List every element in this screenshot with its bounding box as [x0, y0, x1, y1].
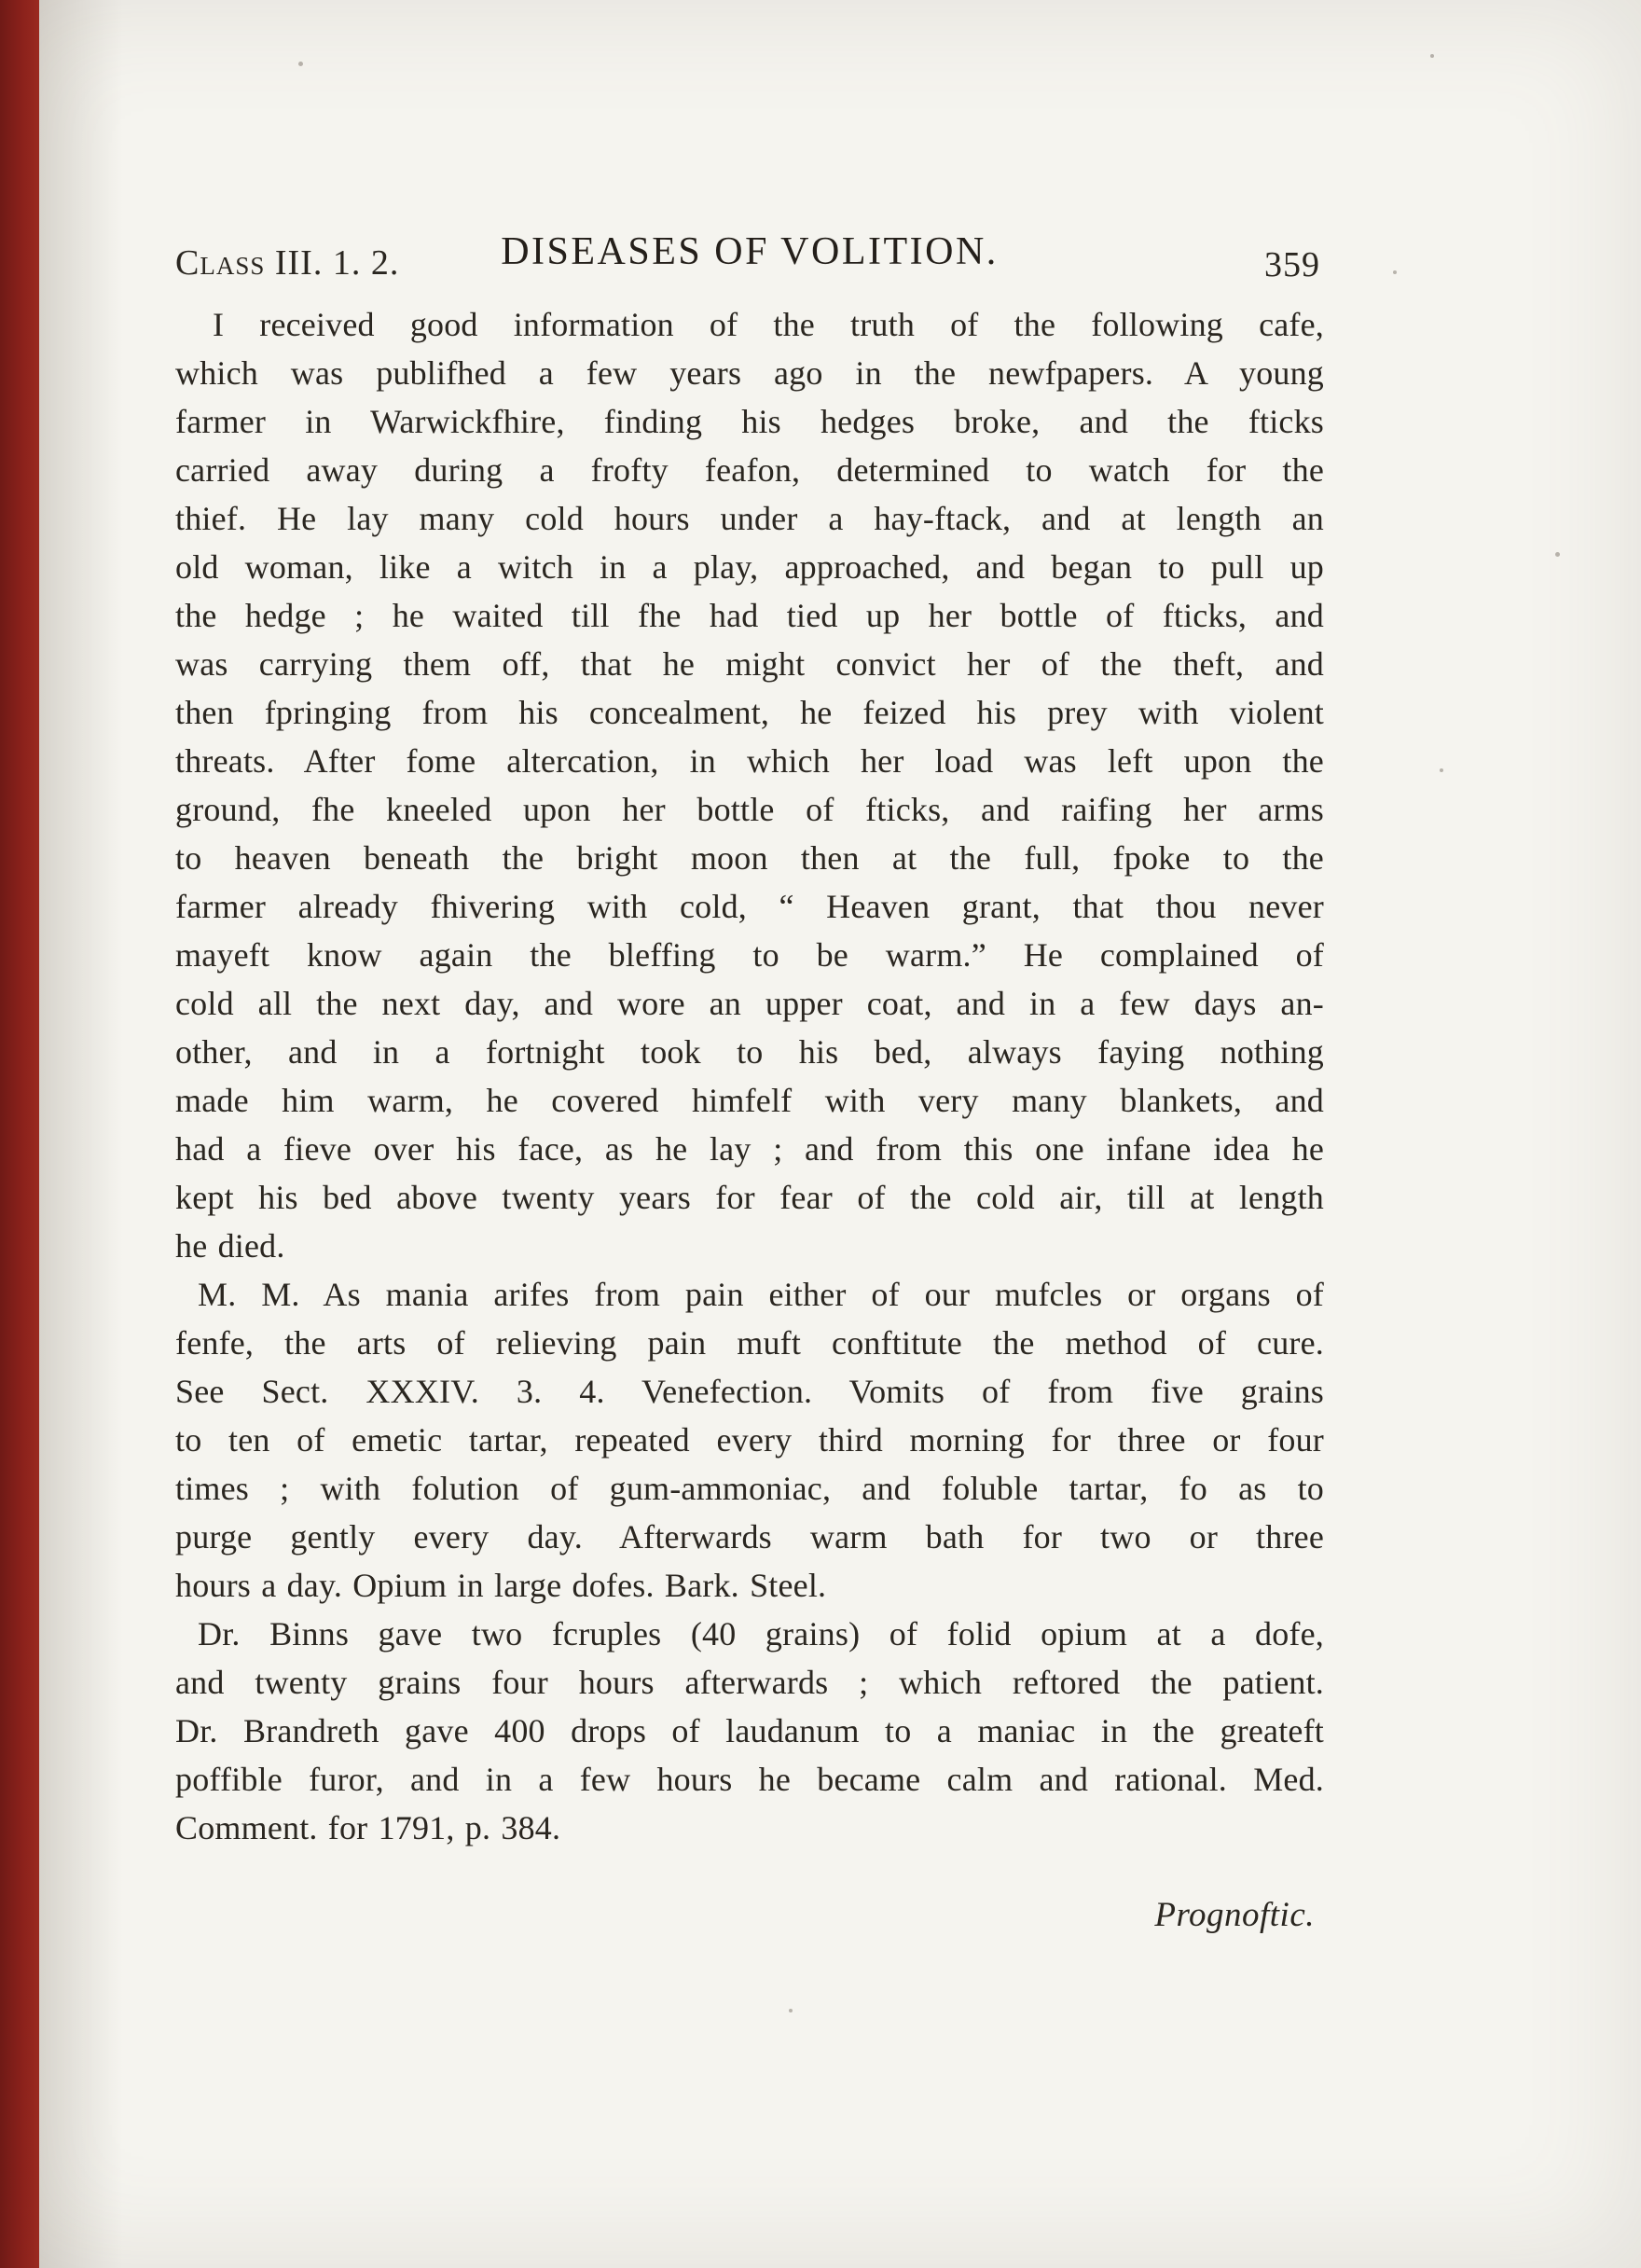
text-line: the hedge ; he waited till fhe had tied up her bottle of fticks, and — [175, 597, 1324, 634]
text-line: cold all the next day, and wore an upper coat, and in a few days an- — [175, 985, 1324, 1022]
paragraph-anecdote — [175, 300, 1324, 1270]
text-line: See Sect. XXXIV. 3. 4. Venefection. Vomits of from five grains — [175, 1373, 1324, 1410]
text-line: which was publifhed a few years ago in the newfpapers. A young — [175, 354, 1324, 392]
scan-speck — [1430, 54, 1434, 58]
scan-speck — [1555, 552, 1560, 557]
text-line: made him warm, he covered himfelf with very many blankets, and — [175, 1082, 1324, 1119]
text-line: was carrying them off, that he might convict her of the theft, and — [175, 645, 1324, 683]
text-line: farmer already fhivering with cold, “ Heaven grant, that thou never — [175, 888, 1324, 925]
page-title: DISEASES OF VOLITION. — [501, 230, 999, 273]
text-line: poffible furor, and in a few hours he became calm and rational. Med. — [175, 1761, 1324, 1798]
body-text — [175, 300, 1324, 1852]
text-line: hours a day. Opium in large dofes. Bark. Steel. — [175, 1567, 827, 1604]
text-line: M. M. As mania arifes from pain either of our mufcles or organs of — [198, 1276, 1324, 1313]
text-line: carried away during a frofty feafon, determined to watch for the — [175, 451, 1324, 489]
paper-gutter-shadow — [39, 0, 123, 2268]
catchword: Prognoftic. — [1154, 1896, 1315, 1934]
text-line: fenfe, the arts of relieving pain muft conftitute the method of cure. — [175, 1324, 1324, 1362]
text-line: and twenty grains four hours afterwards ; which reftored the patient. — [175, 1664, 1324, 1701]
scan-speck — [1393, 270, 1397, 274]
text-line: then fpringing from his concealment, he feized his prey with violent — [175, 694, 1324, 731]
text-line: had a fieve over his face, as he lay ; and from this one infane idea he — [175, 1130, 1324, 1168]
page-content — [175, 229, 1324, 1935]
text-line: old woman, like a witch in a play, approached, and began to pull up — [175, 548, 1324, 586]
binding-edge — [0, 0, 39, 2268]
text-line: thief. He lay many cold hours under a hay-ftack, and at length an — [175, 500, 1324, 537]
text-line: purge gently every day. Afterwards warm bath for two or three — [175, 1518, 1324, 1556]
page-number: 359 — [1264, 245, 1320, 284]
text-line: to ten of emetic tartar, repeated every third morning for three or four — [175, 1421, 1324, 1459]
running-header — [175, 229, 1324, 289]
text-line: mayeft know again the bleffing to be warm.” He complained of — [175, 936, 1324, 974]
paragraph-doctors-cases — [175, 1610, 1324, 1852]
text-line: to heaven beneath the bright moon then at the full, fpoke to the — [175, 839, 1324, 877]
text-line: he died. — [175, 1227, 285, 1265]
text-line: I received good information of the truth of the following cafe, — [213, 306, 1324, 343]
paragraph-method-of-cure — [175, 1270, 1324, 1610]
text-line: ground, fhe kneeled upon her bottle of fticks, and raifing her arms — [175, 791, 1324, 828]
scan-speck — [789, 2009, 793, 2012]
text-line: Comment. for 1791, p. 384. — [175, 1809, 561, 1846]
text-line: Dr. Binns gave two fcruples (40 grains) of folid opium at a dofe, — [198, 1615, 1324, 1653]
scan-speck — [298, 62, 303, 66]
class-label: Class III. 1. 2. — [175, 243, 400, 283]
text-line: Dr. Brandreth gave 400 drops of laudanum to a maniac in the greateft — [175, 1712, 1324, 1749]
text-line: times ; with folution of gum-ammoniac, and foluble tartar, fo as to — [175, 1470, 1324, 1507]
scan-speck — [1440, 768, 1443, 772]
text-line: threats. After fome altercation, in which her load was left upon the — [175, 742, 1324, 780]
text-line: farmer in Warwickfhire, finding his hedges broke, and the fticks — [175, 403, 1324, 440]
text-line: kept his bed above twenty years for fear of the cold air, till at length — [175, 1179, 1324, 1216]
text-line: other, and in a fortnight took to his bed, always faying nothing — [175, 1033, 1324, 1071]
